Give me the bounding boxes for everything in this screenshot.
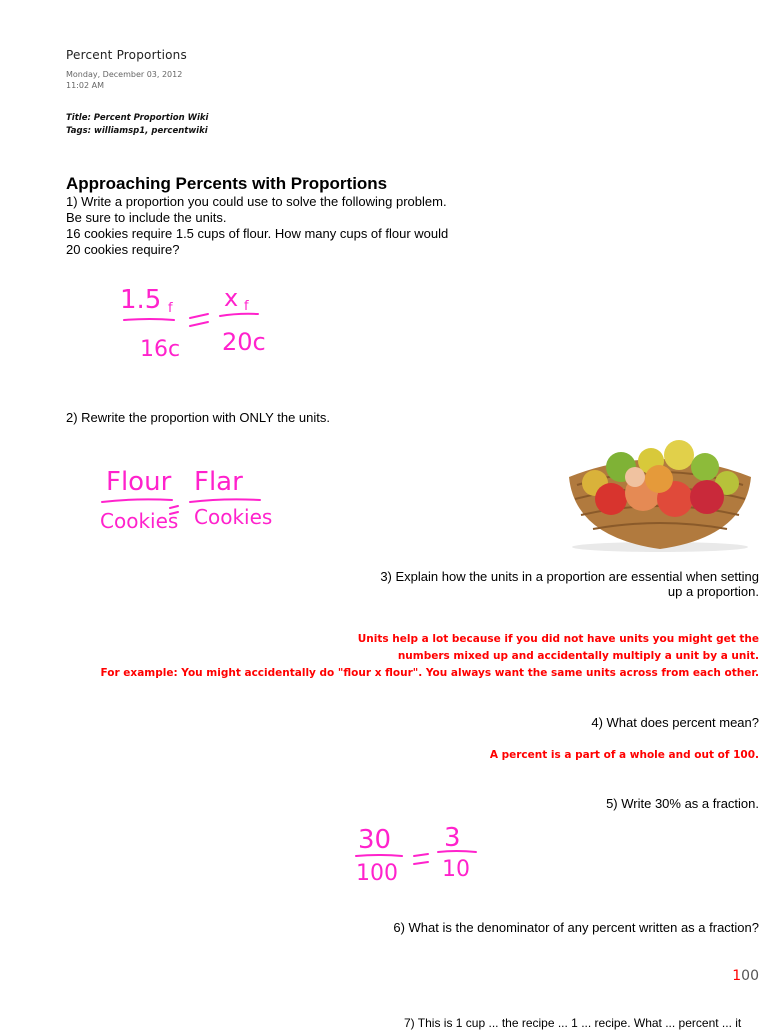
a3-line-2: numbers mixed up and accidentally multiply a unit by a unit. [397,650,759,662]
hw2-den-right: Cookies [194,505,273,529]
hw1-den-right: 20c [222,328,266,356]
handwritten-proportion-2 [96,458,276,542]
a6-rest-digits: 00 [741,968,759,984]
page-heading: Approaching Percents with Proportions [66,174,388,193]
hw1-num-right-unit: f [244,299,249,314]
hw5-den-right: 10 [442,857,470,882]
hw5-right-bar [438,851,476,852]
q1-line-2: Be sure to include the units. [66,210,227,225]
answer-4: A percent is a part of a whole and out of 100. [489,749,759,761]
meta-tags: Tags: williamsp1, percentwiki [66,126,208,136]
question-1 [66,194,486,258]
question-2: 2) Rewrite the proportion with ONLY the units. [66,410,330,425]
note-time: 11:02 AM [66,81,104,90]
a3-line-3: For example: You might accidentally do "flour x flour". You always want the same units across from each other. [100,667,759,679]
a6-first-digit: 1 [732,968,742,984]
q3-line-1: 3) Explain how the units in a proportion are essential when setting [380,569,759,584]
hw1-num-left: 1.5 [120,285,162,315]
hw1-equals [190,314,208,326]
hw5-num-right: 3 [444,823,461,853]
a3-line-1: Units help a lot because if you did not have units you might get the [357,633,759,645]
question-6: 6) What is the denominator of any percent written as a fraction? [393,920,759,935]
hw5-left-bar [356,855,402,856]
question-4: 4) What does percent mean? [591,715,759,730]
hw1-den-left: 16c [140,337,181,362]
hw5-num-left: 30 [358,825,392,855]
hw2-num-left: Flour [106,467,172,497]
handwritten-fraction-5 [352,822,492,888]
meta-title: Title: Percent Proportion Wiki [66,113,209,123]
q3-line-2: up a proportion. [667,584,759,599]
hw1-right-bar [220,314,258,316]
hw2-num-right: Flar [194,467,243,497]
q1-line-4: 20 cookies require? [66,242,180,257]
note-timestamp [66,69,182,91]
hw2-right-bar [190,499,260,502]
answer-6 [732,968,759,984]
hw2-den-left: Cookies [100,509,179,533]
q1-line-3: 16 cookies require 1.5 cups of flour. How many cups of flour would [66,226,449,241]
hw1-num-right: x [224,284,239,312]
note-date: Monday, December 03, 2012 [66,70,183,79]
answer-3 [101,631,760,682]
question-7-partial: 7) This is 1 cup ... the recipe ... 1 ... recipe. What ... percent ... it [404,1016,742,1030]
hw5-den-left: 100 [356,861,398,886]
note-metadata [66,112,208,138]
hw1-num-left-unit: f [168,301,173,316]
hw2-left-bar [102,499,172,502]
fruit-basket-image [559,425,761,553]
note-title: Percent Proportions [66,48,187,62]
hw1-left-bar [124,319,174,320]
hw5-equals [414,854,428,864]
q1-line-1: 1) Write a proportion you could use to solve the following problem. [66,194,447,209]
handwritten-proportion-1 [110,280,280,370]
question-5: 5) Write 30% as a fraction. [606,796,759,811]
question-3 [380,569,759,599]
